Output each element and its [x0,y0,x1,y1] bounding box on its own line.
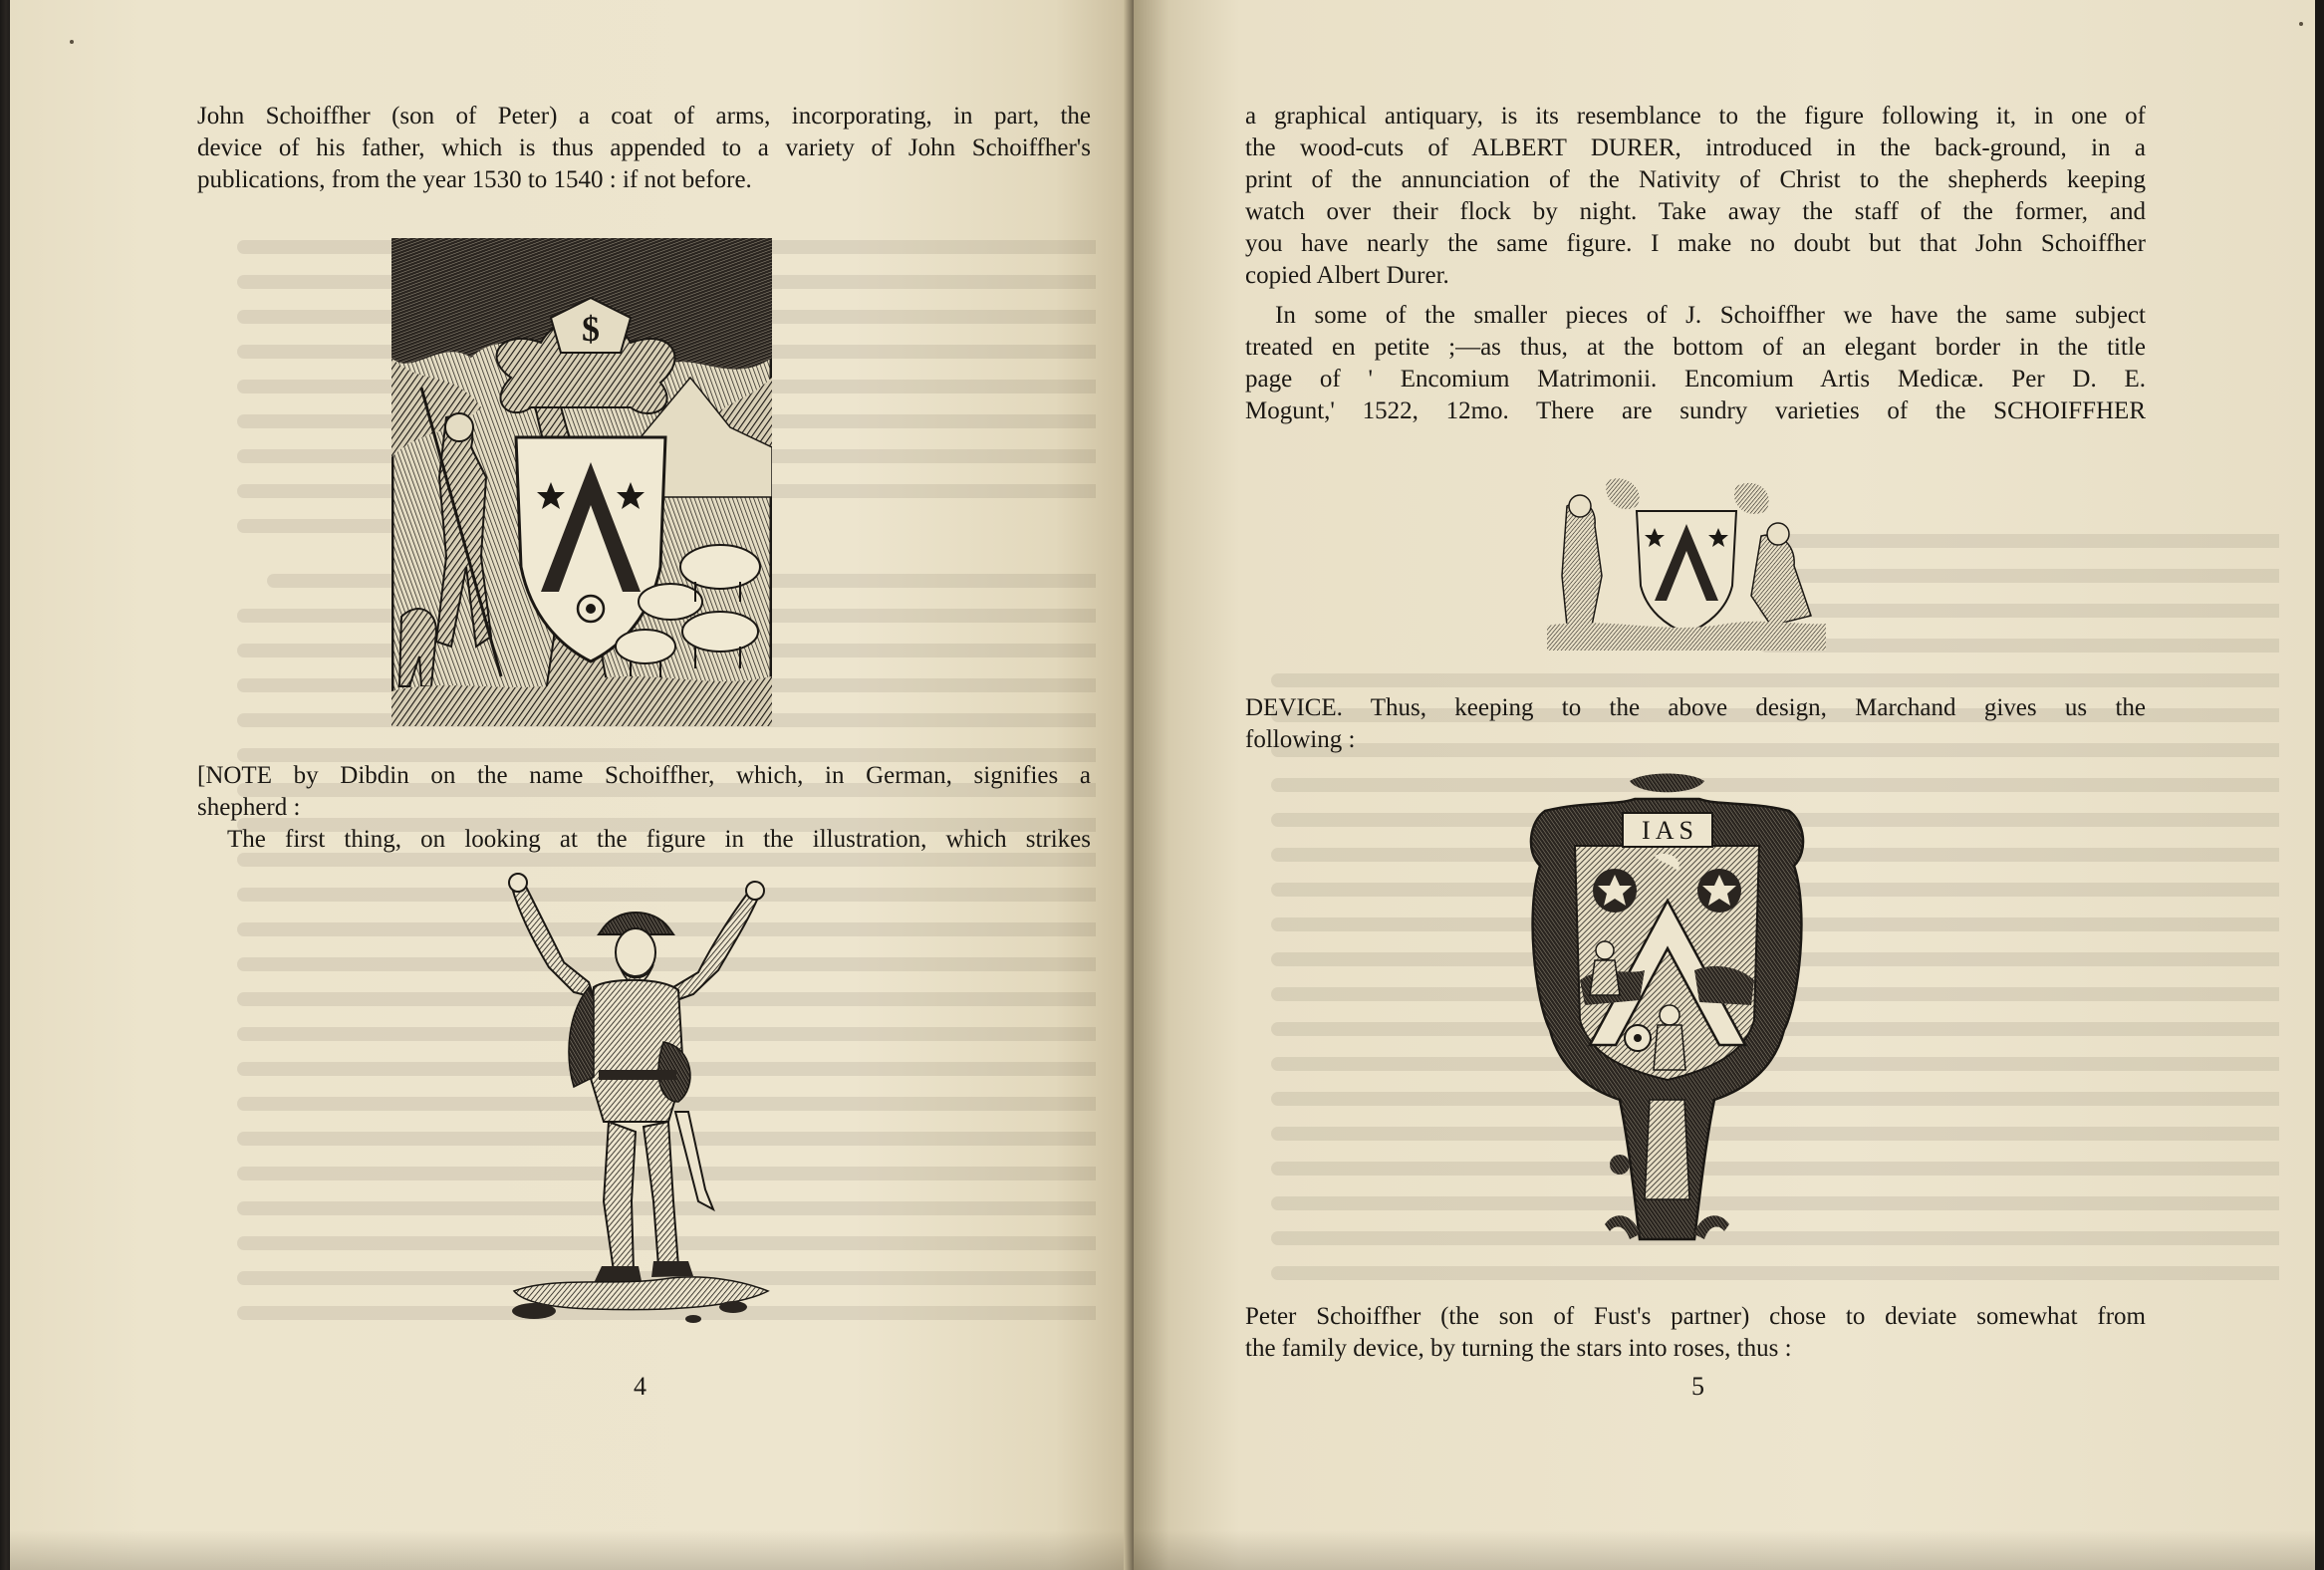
text-line: publications, from the year 1530 to 1540 : if not before. [197,166,752,193]
page-speck [70,40,74,44]
shepherd-raising-arms-illustration [494,873,783,1331]
text-line: In some of the smaller pieces of J. Schoiffher we have the same subject [1275,302,2146,329]
cartouche-monogram: I A S [1641,816,1694,845]
text-line: the family device, by turning the stars into roses, thus : [1245,1335,1792,1362]
shepherd-figure-woodcut [494,873,783,1331]
page-shadow [10,1530,1134,1570]
coat-of-arms-woodcut [391,238,772,726]
note-paragraph [197,760,1091,824]
text-line: copied Albert Durer. [1245,262,1449,289]
text-line: John Schoiffher (son of Peter) a coat of arms, incorporating, in part, the [197,103,1091,130]
durer-paragraph [1245,101,2146,292]
smaller-pieces-paragraph [1245,300,2146,427]
small-vignette-woodcut [1547,476,1826,651]
device-paragraph [1245,692,2146,756]
text-line: the wood-cuts of ALBERT DURER, introduced in the back-ground, in a [1245,134,2146,161]
text-line: page of ' Encomium Matrimonii. Encomium Artis Medicæ. Per D. E. [1245,366,2146,392]
arms-monogram: $ [582,309,600,349]
cartouche-device-woodcut [1520,771,1814,1247]
intro-paragraph [197,101,1091,196]
text-line: device of his father, which is thus appended to a variety of John Schoiffher's [197,134,1091,161]
text-line: watch over their flock by night. Take away the staff of the former, and [1245,198,2146,225]
text-line: print of the annunciation of the Nativity of Christ to the shepherds keeping [1245,166,2146,193]
text-line: The first thing, on looking at the figure in the illustration, which strikes [227,826,1091,853]
page-speck [2299,22,2303,26]
text-line: following : [1245,726,1356,753]
text-line: Mogunt,' 1522, 12mo. There are sundry varieties of the SCHOIFFHER [1245,397,2146,424]
figure-paragraph [227,824,1091,856]
left-page [10,0,1134,1570]
text-line: a graphical antiquary, is its resemblance to the figure following it, in one of [1245,103,2146,130]
text-line: Peter Schoiffher (the son of Fust's partner) chose to deviate somewhat from [1245,1303,2146,1330]
right-page [1134,0,2315,1570]
small-shepherd-device-illustration [1547,476,1826,651]
text-line: you have nearly the same figure. I make no doubt but that John Schoiffher [1245,230,2146,257]
marchand-cartouche-illustration [1520,771,1814,1247]
text-line: shepherd : [197,794,301,821]
text-line: DEVICE. Thus, keeping to the above design, Marchand gives us the [1245,694,2146,721]
text-line: treated en petite ;—as thus, at the bottom of an elegant border in the title [1245,334,2146,361]
page-shadow [1134,1530,2315,1570]
text-line: [NOTE by Dibdin on the name Schoiffher, which, in German, signifies a [197,762,1091,789]
page-number-left: 4 [634,1372,646,1401]
page-number-right: 5 [1691,1372,1704,1401]
peter-paragraph [1245,1301,2146,1365]
shepherd-arms-illustration [391,238,772,726]
